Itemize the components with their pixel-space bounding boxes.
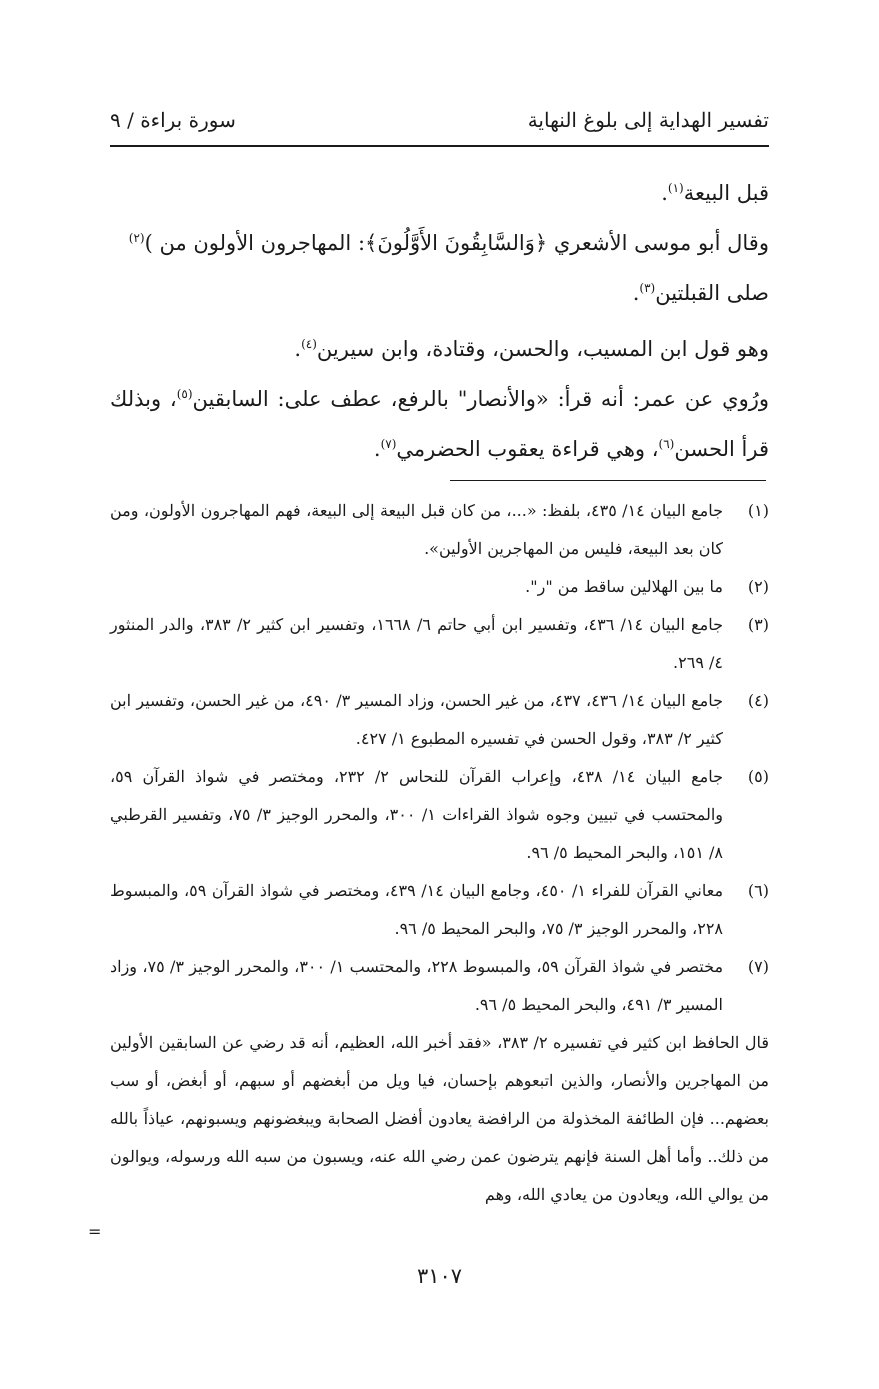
footnotes — [110, 492, 769, 1214]
paragraph-4-text2: ، وبذلك قرأ الحسن — [110, 387, 769, 461]
paragraph-3-text: وهو قول ابن المسيب، والحسن، وقتادة، وابن سيرين — [316, 337, 769, 361]
surah-label: سورة براءة / ٩ — [110, 108, 236, 132]
footnote — [110, 492, 769, 568]
running-header — [110, 108, 769, 138]
footnote-number: (٧) — [747, 957, 769, 976]
footnote-text: جامع البيان ١٤/ ٤٣٨، وإعراب القرآن للنحاس ٢/ ٢٣٢، ومختصر في شواذ القرآن ٥٩، والمحتسب في تبيين وجوه شواذ القراءات ١/ ٣٠٠، والمحرر الوجيز ٣/ ٧٥، وتفسير القرطبي ٨/ ١٥١، والبحر المحيط ٥/ ٩٦. — [110, 767, 724, 862]
footnote-text: ما بين الهلالين ساقط من "ر". — [525, 577, 723, 596]
paragraph-3-end: . — [294, 337, 302, 361]
footnote-rule — [450, 480, 766, 481]
footnote-text: جامع البيان ١٤/ ٤٣٥، بلفظ: «...، من كان قبل البيعة إلى البيعة، فهم المهاجرون الأولون، ومن كان بعد البيعة، فليس من المهاجرين الأولين». — [110, 501, 724, 558]
footnote-continuation: قال الحافظ ابن كثير في تفسيره ٢/ ٣٨٣، «فقد أخبر الله، العظيم، أنه قد رضي عن السابقين الأولين من المهاجرين والأنصار، والذين اتبعوهم بإحسان، فيا ويل من أبغضهم أو سبهم، أو أبغض، أو سب بعضهم... فإن الطائفة المخذولة من الرافضة يعادون أفضل الصحابة ويبغضونهم ويسبونهم، عياذاً بالله من ذلك.. وأما أهل السنة فإنهم يترضون عمن رضي الله عنه، ويسبون من سبه الله ورسوله، ويوالون من يوالي الله، ويعادون من يعادي الله، وهم — [110, 1033, 770, 1204]
footnote — [110, 872, 769, 948]
footnote-number: (٦) — [747, 881, 769, 900]
footnote-number: (٢) — [747, 577, 769, 596]
footnote-ref-1: (١) — [667, 181, 684, 195]
footnote-ref-2: (٢) — [128, 231, 145, 245]
footnote — [110, 758, 769, 872]
paragraph-4-text: ورُوي عن عمر: أنه قرأ: «والأنصار" بالرفع، عطف على: السابقين — [192, 387, 770, 411]
paragraph-2-end: . — [632, 281, 640, 305]
footnote-number: (٥) — [747, 767, 769, 786]
footnote-number: (٣) — [747, 615, 769, 634]
footnote-ref-6: (٦) — [658, 437, 675, 451]
footnote-text: جامع البيان ١٤/ ٤٣٦، ٤٣٧، من غير الحسن، وزاد المسير ٣/ ٤٩٠، من غير الحسن، وتفسير ابن كثير ٢/ ٣٨٣، وقول الحسن في تفسيره المطبوع ١/ ٤٢٧. — [110, 691, 723, 748]
paragraph-4-text3: ، وهي قراءة يعقوب الحضرمي — [396, 437, 659, 461]
paragraph-2-line2: صلى القبلتين — [655, 281, 769, 305]
paragraph-2-text: وقال أبو موسى الأشعري ﴿وَالسَّابِقُونَ الأَوَّلُونَ﴾: المهاجرون الأولون من ) — [144, 231, 769, 255]
footnote-text: مختصر في شواذ القرآن ٥٩، والمبسوط ٢٢٨، والمحتسب ١/ ٣٠٠، والمحرر الوجيز ٣/ ٧٥، وزاد المسير ٣/ ٤٩١، والبحر المحيط ٥/ ٩٦. — [110, 957, 724, 1014]
footnote — [110, 682, 769, 758]
continuation-mark: = — [88, 1222, 102, 1241]
footnote-number: (١) — [747, 501, 769, 520]
footnote — [110, 948, 769, 1024]
footnote-ref-4: (٤) — [301, 337, 317, 351]
book-title: تفسير الهداية إلى بلوغ النهاية — [527, 108, 769, 132]
header-rule — [110, 145, 769, 147]
footnote — [110, 606, 769, 682]
paragraph-3 — [110, 324, 769, 374]
footnote-text: معاني القرآن للفراء ١/ ٤٥٠، وجامع البيان ١٤/ ٤٣٩، ومختصر في شواذ القرآن ٥٩، والمبسوط ٢٢٨، والمحرر الوجيز ٣/ ٧٥، والبحر المحيط ٥/ ٩٦. — [110, 881, 724, 938]
paragraph-1 — [110, 168, 769, 218]
paragraph-4-end: . — [373, 437, 381, 461]
footnote-ref-5: (٥) — [176, 387, 193, 401]
page-number: ٣١٠٧ — [416, 1264, 463, 1288]
paragraph-1-end: . — [661, 181, 668, 205]
footnote-ref-7: (٧) — [380, 437, 397, 451]
paragraph-2 — [110, 218, 769, 318]
footnote-text: جامع البيان ١٤/ ٤٣٦، وتفسير ابن أبي حاتم ٦/ ١٦٦٨، وتفسير ابن كثير ٢/ ٣٨٣، والدر المنثور ٤/ ٢٦٩. — [110, 615, 723, 672]
footnote-ref-3: (٣) — [639, 281, 656, 295]
footnote-number: (٤) — [747, 691, 769, 710]
footnote — [110, 568, 769, 606]
paragraph-1-text: قبل البيعة — [683, 181, 769, 205]
paragraph-4 — [110, 374, 769, 474]
main-text — [110, 168, 769, 474]
